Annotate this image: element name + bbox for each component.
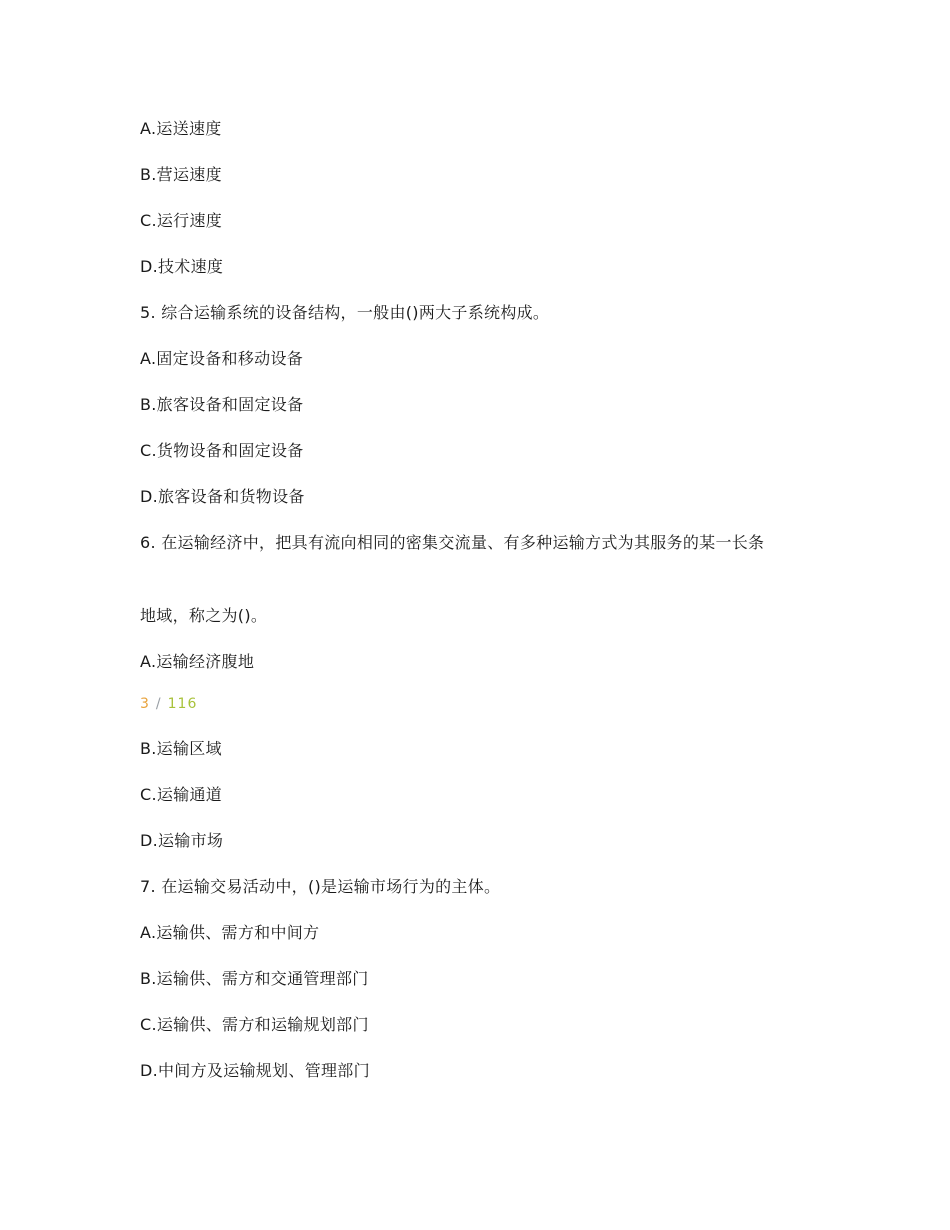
page-indicator xyxy=(140,693,197,715)
question-line: 7. 在运输交易活动中，()是运输市场行为的主体。 xyxy=(140,877,501,896)
option-line: D.技术速度 xyxy=(140,257,224,276)
option-line: D.旅客设备和货物设备 xyxy=(140,487,305,506)
option-line: A.运输经济腹地 xyxy=(140,652,255,671)
option-line: D.中间方及运输规划、管理部门 xyxy=(140,1061,370,1080)
option-line: A.运送速度 xyxy=(140,119,222,138)
question-continuation: 地域，称之为()。 xyxy=(140,606,268,625)
page-total: 116 xyxy=(167,696,198,712)
option-line: A.运输供、需方和中间方 xyxy=(140,923,320,942)
page-separator: / xyxy=(155,696,162,712)
page-current: 3 xyxy=(140,696,150,712)
option-line: C.运行速度 xyxy=(140,211,223,230)
option-line: C.货物设备和固定设备 xyxy=(140,441,304,460)
option-line: B.营运速度 xyxy=(140,165,222,184)
option-line: A.固定设备和移动设备 xyxy=(140,349,304,368)
question-line: 6. 在运输经济中，把具有流向相同的密集交流量、有多种运输方式为其服务的某一长条 xyxy=(140,533,765,552)
option-line: B.运输供、需方和交通管理部门 xyxy=(140,969,369,988)
option-line: C.运输供、需方和运输规划部门 xyxy=(140,1015,369,1034)
option-line: B.运输区域 xyxy=(140,739,222,758)
option-line: B.旅客设备和固定设备 xyxy=(140,395,304,414)
question-line: 5. 综合运输系统的设备结构，一般由()两大子系统构成。 xyxy=(140,303,550,322)
option-line: D.运输市场 xyxy=(140,831,224,850)
option-line: C.运输通道 xyxy=(140,785,223,804)
